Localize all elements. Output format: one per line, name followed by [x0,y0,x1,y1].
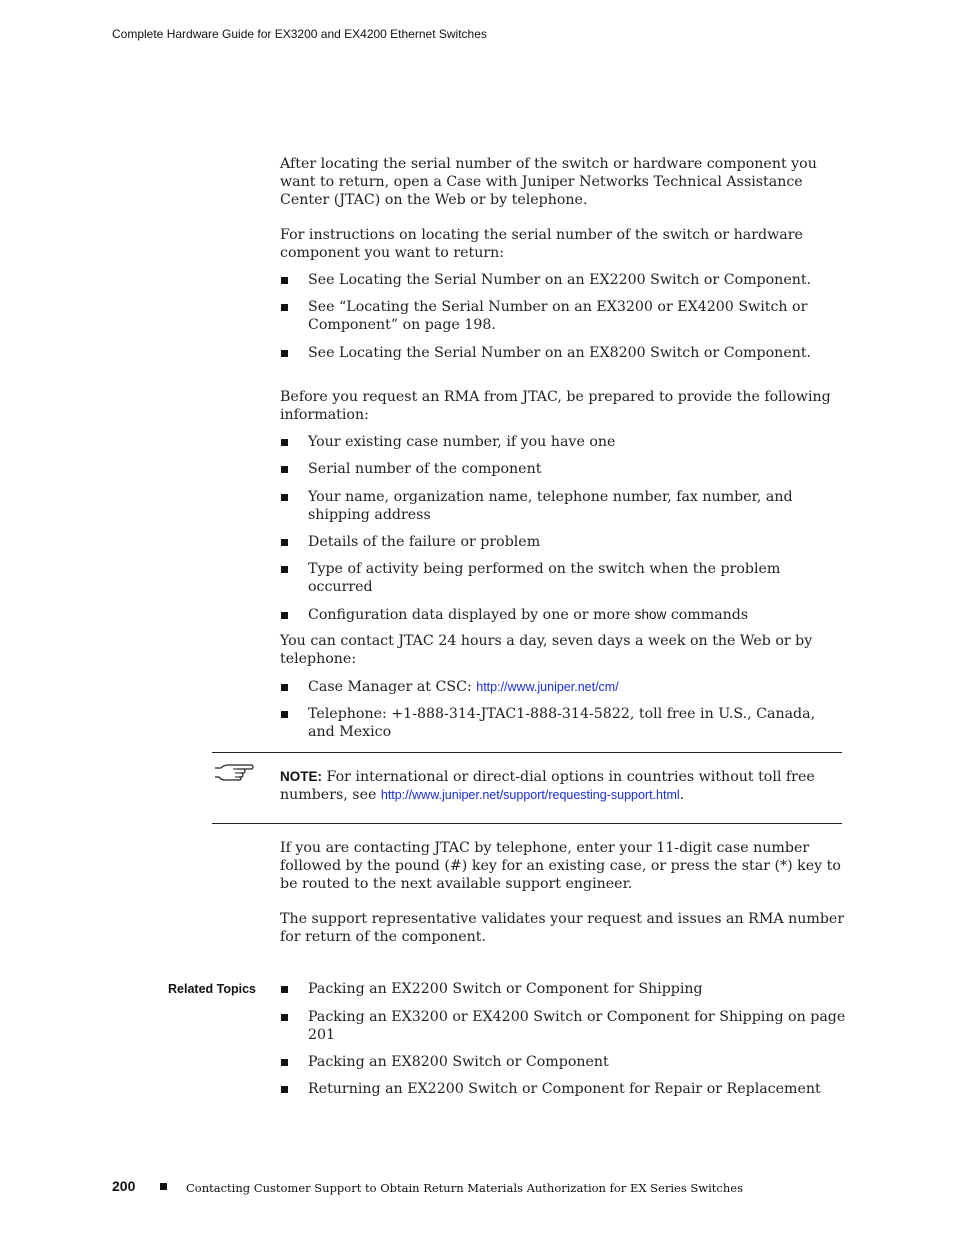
related-topics-label: Related Topics [168,982,256,996]
footer-bullet [160,1183,167,1190]
related-topics-section [280,980,855,1098]
page-number: 200 [112,1178,136,1194]
locate-serial-list [280,271,845,362]
prepare-list [280,433,845,624]
csc-link[interactable]: http://www.juniper.net/cm/ [476,680,619,694]
csc-label: Case Manager at CSC: [308,679,477,695]
list-item: Telephone: +1-888-314-JTAC1-888-314-5822, toll free in U.S., Canada, and Mexico [280,705,845,741]
telephone-section [280,839,845,946]
list-item[interactable]: See Locating the Serial Number on an EX2200 Switch or Component. [280,271,845,289]
running-footer: Contacting Customer Support to Obtain Return Materials Authorization for EX Series Switches [186,1181,743,1195]
prepare-paragraph: Before you request an RMA from JTAC, be prepared to provide the following information: [280,389,831,423]
rma-paragraph: The support representative validates your request and issues an RMA number for return of the component. [280,911,845,945]
related-topic-link[interactable]: Packing an EX3200 or EX4200 Switch or Component for Shipping on page 201 [280,1008,855,1044]
list-item: Your name, organization name, telephone number, fax number, and shipping address [280,488,845,524]
telephone-paragraph: If you are contacting JTAC by telephone, enter your 11-digit case number followed by the pound (#) key for an existing case, or press the star (*) key to be routed to the next available support engineer. [280,840,841,892]
contact-paragraph: You can contact JTAC 24 hours a day, seven days a week on the Web or by telephone: [280,633,813,667]
intro-section [280,155,845,362]
list-item[interactable]: See “Locating the Serial Number on an EX3200 or EX4200 Switch or Component” on page 198. [280,298,845,334]
note-box [280,768,845,804]
list-item: Serial number of the component [280,460,845,478]
contact-list [280,678,845,741]
list-item: Type of activity being performed on the switch when the problem occurred [280,560,845,596]
contact-section [280,632,845,741]
list-item [280,606,845,624]
instructions-paragraph: For instructions on locating the serial number of the switch or hardware component you want to return: [280,227,803,261]
pointing-hand-icon [213,762,255,782]
config-text: Configuration data displayed by one or more [308,607,635,623]
show-command: show [634,607,667,622]
intro-paragraph: After locating the serial number of the switch or hardware component you want to return, open a Case with Juniper Networks Technical Assistance Center (JTAC) on the Web or by telephone. [280,156,817,208]
note-text: For international or direct-dial options in countries without toll free numbers, see [280,769,815,803]
list-item: Details of the failure or problem [280,533,845,551]
list-item[interactable]: See Locating the Serial Number on an EX8200 Switch or Component. [280,344,845,362]
related-topic-link[interactable]: Returning an EX2200 Switch or Component for Repair or Replacement [280,1080,855,1098]
config-text-end: commands [666,607,749,623]
note-label: NOTE: [280,769,322,784]
related-topic-link[interactable]: Packing an EX8200 Switch or Component [280,1053,855,1071]
note-bottom-rule [212,823,842,824]
related-topic-link[interactable]: Packing an EX2200 Switch or Component for Shipping [280,980,855,998]
prepare-section [280,388,845,624]
list-item [280,678,845,696]
related-topics-list [280,980,855,1098]
running-header: Complete Hardware Guide for EX3200 and EX4200 Ethernet Switches [112,27,487,41]
support-link[interactable]: http://www.juniper.net/support/requesting-support.html [380,788,680,802]
note-end: . [679,787,685,803]
note-top-rule [212,752,842,753]
list-item: Your existing case number, if you have one [280,433,845,451]
